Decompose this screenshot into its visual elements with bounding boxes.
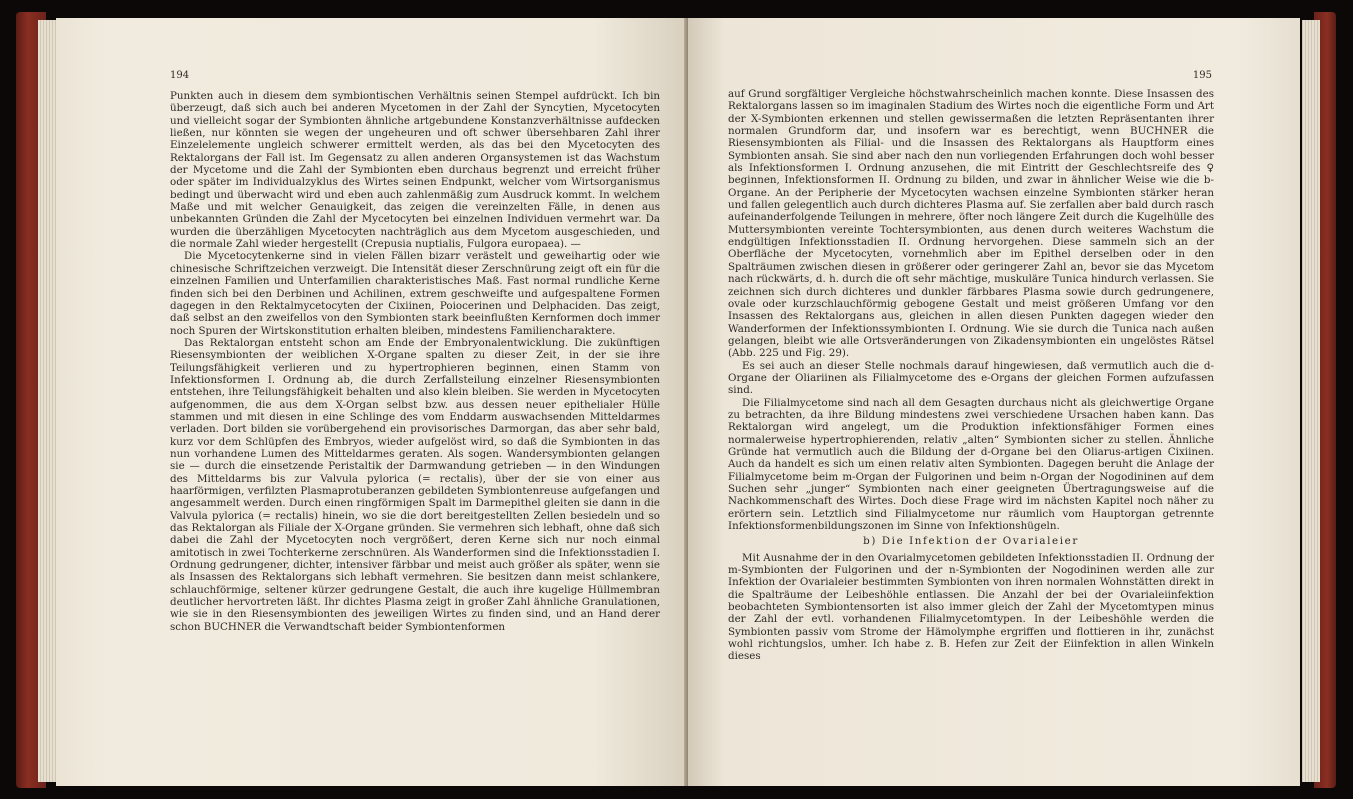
paragraph: Die Mycetocytenkerne sind in vielen Fällen bizarr verästelt und geweihartig oder wie chinesische Schriftzeichen verzweigt. Die Intensität dieser Zerschnürung zeigt oft ein für die einzelnen Familien und Unterfamilien charakteristisches Maß. Fast normal rundliche Kerne finden sich bei den Derbinen und Achilinen, extrem geschweifte und aufgespaltene Formen dagegen in den Rektalmycetocyten der Cixiinen, Poiocerinen und Delphaciden. Das zeigt, daß selbst an den zweifellos von den Symbionten stark beeinflußten Kernformen doch immer noch Spuren der Wirtskonstitution erhalten bleiben, mindestens Familiencharaktere. (170, 250, 660, 337)
page-number-left: 194 (170, 70, 190, 81)
left-page (56, 18, 688, 786)
right-page (688, 18, 1300, 786)
paragraph: Punkten auch in diesem dem symbiontischen Verhältnis seinen Stempel aufdrückt. Ich bin überzeugt, daß sich auch bei anderen Mycetomen in der Zahl der Syncytien, Mycetocyten und vielleicht sogar der Symbionten ähnliche artgebundene Konstanzverhältnisse aufdecken ließen, nur könnten sie wegen der ungeheuren und oft schwer übersehbaren Zahl ihrer Einzelelemente ungleich schwerer ermittelt werden, als das bei den Mycetocyten des Rektalorgans der Fall ist. Im Gegensatz zu allen anderen Organsystemen ist das Wachstum der Mycetome und die Zahl der Symbionten eben durchaus begrenzt und erreicht früher oder später im Individualzyklus des Wirtes seinen Endpunkt, welcher vom Wirtsorganismus bedingt und überwacht wird und eben auch zahlenmäßig zum Ausdruck kommt. In welchem Maße und mit welcher Genauigkeit, das zeigen die vereinzelten Fälle, in denen aus unbekannten Gründen die Zahl der Mycetocyten bei einzelnen Individuen vermehrt war. Da wurden die überzähligen Mycetocyten nachträglich aus dem Mycetom ausgeschieden, und die normale Zahl wieder hergestellt (Crepusia nuptialis, Fulgora europaea). — (170, 90, 660, 251)
page-number-right: 195 (1192, 70, 1212, 81)
paragraph: auf Grund sorgfältiger Vergleiche höchstwahrscheinlich machen konnte. Diese Insassen des Rektalorgans lassen so im imaginalen Stadium des Wirtes noch die eigentliche Form und Art der X-Symbionten erkennen und stellen gewissermaßen die letzten Repräsentanten ihrer normalen Grundform dar, und insofern war es berechtigt, wenn BUCHNER die Riesensymbionten als Filial- und die Insassen des Rektalorgans als Hauptform eines Symbionten ansah. Sie sind aber nach den nun vorliegenden Erfahrungen doch wohl besser als Infektionsformen I. Ordnung anzusehen, die mit Eintritt der Geschlechtsreife des ♀ beginnen, Infektionsformen II. Ordnung zu bilden, und zwar in ähnlicher Weise wie die b-Organe. An der Peripherie der Mycetocyten wachsen einzelne Symbionten stärker heran und fallen gelegentlich auch durch dichteres Plasma auf. Sie zerfallen aber bald durch rasch aufeinanderfolgende Teilungen in mehrere, öfter noch längere Zeit durch die Kugelhülle des Muttersymbionten vereinte Tochtersymbionten, aus denen durch weiteres Wachstum die endgültigen Infektionsstadien II. Ordnung hervorgehen. Diese sammeln sich an der Oberfläche der Mycetocyten, vornehmlich aber im Epithel derselben oder in den Spalträumen zwischen diesen in größerer oder geringerer Zahl an, bevor sie das Mycetom nach rückwärts, d. h. durch die oft sehr mächtige, muskuläre Tunica hindurch verlassen. Sie zeichnen sich durch dichteres und dunkler färbbares Plasma sowie durch gedrungenere, ovale oder kurzschlauchförmig gebogene Gestalt und meist größeren Umfang vor den Insassen des Rektalorgans aus, gleichen in allen diesen Punkten dagegen wieder den Wanderformen der Infektionssymbionten I. Ordnung. Wie sie durch die Tunica nach außen gelangen, bleibt wie alle Ortsveränderungen von Zikadensymbionten ein ungelöstes Rätsel (Abb. 225 und Fig. 29). (728, 88, 1214, 360)
right-page-text (728, 88, 1214, 663)
paragraph: Es sei auch an dieser Stelle nochmals darauf hingewiesen, daß vermutlich auch die d-Organe der Oliariinen als Filialmycetome des e-Organs der gleichen Formen aufzufassen sind. (728, 359, 1214, 397)
paragraph: Die Filialmycetome sind nach all dem Gesagten durchaus nicht als gleichwertige Organe zu betrachten, da ihre Bildung mindestens zwei verschiedene Ursachen haben kann. Das Rektalorgan wird angelegt, um die Produktion infektionsfähiger Formen eines normalerweise hypertrophierenden, relativ „alten“ Symbionten sicher zu stellen. Ähnliche Gründe hat vermutlich auch die Bildung der d-Organe bei den Oliarus-artigen Cixiinen. Auch da handelt es sich um einen relativ alten Symbionten. Dagegen beruht die Anlage der Filialmycetome beim m-Organ der Fulgorinen und beim n-Organ der Nogodininen auf dem Suchen sehr „junger“ Symbionten nach einer geeigneten Übertragungsweise auf die Nachkommenschaft des Wirtes. Doch diese Frage wird im nächsten Kapitel noch näher zu erörtern sein. Letztlich sind Filialmycetome nur räumlich vom Hauptorgan getrennte Infektionsformenbildungszonen im Sinne von Infektionshügeln. (728, 396, 1214, 533)
paragraph: Das Rektalorgan entsteht schon am Ende der Embryonalentwicklung. Die zukünftigen Riesensymbionten der weiblichen X-Organe spalten zu dieser Zeit, in der sie ihre Teilungsfähigkeit verlieren und zu hypertrophieren beginnen, einen Stamm von Infektionsformen I. Ordnung ab, die durch Zerfallsteilung einzelner Riesensymbionten entstehen, ihre Teilungsfähigkeit behalten und also klein bleiben. Sie werden in Mycetocyten aufgenommen, die aus dem X-Organ selbst bzw. aus dessen neuer epithelialer Hülle stammen und mit diesen in eine Schlinge des vom Enddarm auswachsenden Mitteldarmes verladen. Dort bilden sie vorübergehend ein provisorisches Darmorgan, das aber sehr bald, kurz vor dem Schlüpfen des Embryos, wieder aufgelöst wird, so daß die Symbionten in das nun vorhandene Lumen des Mitteldarmes geraten. Als sogen. Wandersymbionten gelangen sie — durch die einsetzende Peristaltik der Darmwandung getrieben — in den Windungen des Mitteldarms bis zur Valvula pylorica (= rectalis), über der sie von einer aus haarförmigen, verfilzten Plasmaprotuberanzen gebildeten Symbiontenreuse aufgefangen und angesammelt werden. Durch einen ringförmigen Spalt im Darmepithel gleiten sie dann in die Valvula pylorica (= rectalis) hinein, wo sie die dort bereitgestellten Zellen besiedeln und so das Rektalorgan als Filiale der X-Organe gründen. Sie vermehren sich lebhaft, ohne daß sich dabei die Zahl der Mycetocyten noch vergrößert, deren Kerne sich nur noch einmal amitotisch in zwei Tochterkerne zerschnüren. Als Wanderformen sind die Infektionsstadien I. Ordnung gedrungener, dichter, intensiver färbbar und meist auch größer als später, wenn sie als Insassen des Rektalorgans sich lebhaft vermehren. Sie besitzen dann meist schlankere, schlauchförmige, seltener kürzer gedrungene Gestalt, die auch ihre kugelige Hüllmembran deutlicher hervortreten läßt. Ihr dichtes Plasma zeigt in großer Zahl ähnliche Granulationen, wie sie in den Riesensymbionten des jeweiligen Wirtes zu finden sind, und an Hand derer schon BUCHNER die Verwandtschaft beider Symbiontenformen (170, 336, 660, 633)
left-page-text (170, 90, 660, 633)
section-heading: b) Die Infektion der Ovarialeier (863, 535, 1079, 548)
paragraph: Mit Ausnahme der in den Ovarialmycetomen gebildeten Infektionsstadien II. Ordnung der m-Symbionten der Fulgorinen und der n-Symbionten der Nogodininen werden alle zur Infektion der Ovarialeier bestimmten Symbionten von ihren normalen Wohnstätten direkt in die Spalträume der Leibeshöhle entlassen. Die Anzahl der bei der Ovarialeiinfektion beobachteten Symbiontensorten ist also immer gleich der Zahl der Mycetomtypen minus der Zahl der evtl. vorhandenen Filialmycetomtypen. In der Leibeshöhle werden die Symbionten passiv vom Strome der Hämolymphe ergriffen und flottieren in ihr, zunächst wohl richtungslos, umher. Ich habe z. B. Hefen zur Zeit der Eiinfektion in allen Winkeln dieses (728, 551, 1214, 663)
page-stack-right (1302, 20, 1320, 782)
open-book (16, 6, 1336, 792)
